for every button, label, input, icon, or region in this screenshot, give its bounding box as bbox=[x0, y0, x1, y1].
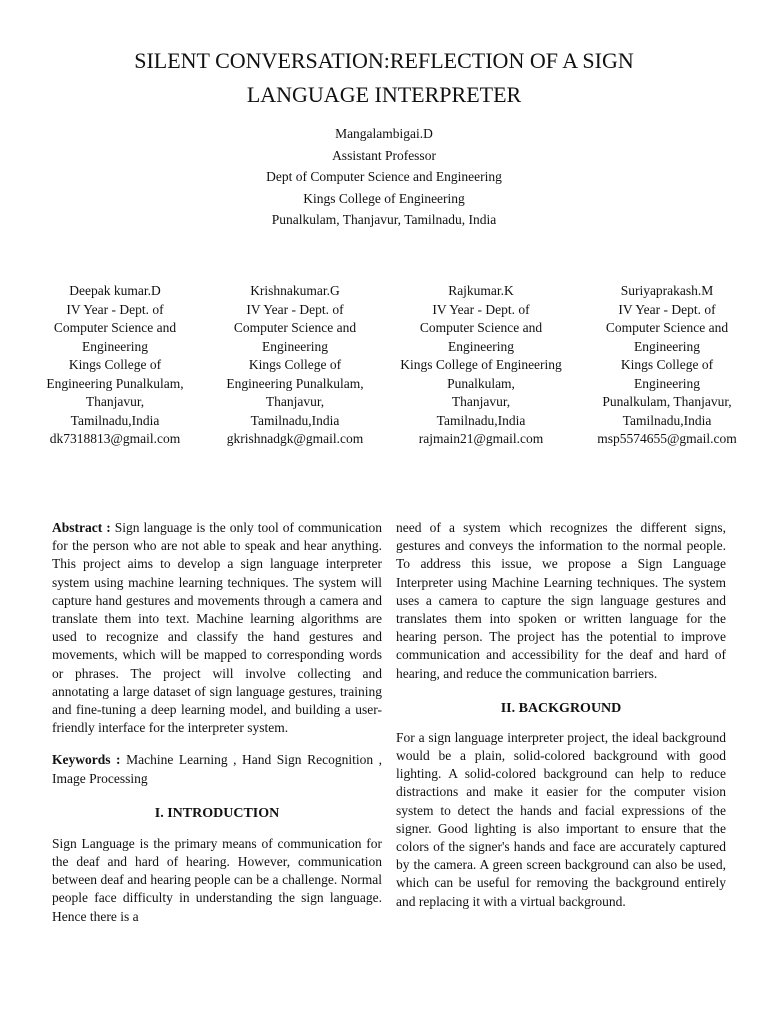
coauthor-year: IV Year - Dept. of bbox=[66, 301, 164, 317]
coauthor-block-3 bbox=[386, 282, 576, 449]
keywords-paragraph bbox=[52, 751, 382, 787]
coauthor-dept-cont: Engineering bbox=[262, 338, 328, 354]
background-text: For a sign language interpreter project, the ideal background would be a plain, solid-colored background with good lighting. A solid-colored background can help to reduce distractions and make it easier for the computer vision system to detect the hands and facial expressions of the signer. Good lighting is also important to ensure that the colors of the signer's hands and face are accurately captured by the camera. A green screen background can also be used, which can be useful for removing the background entirely and replacing it with a virtual background. bbox=[396, 729, 726, 909]
introduction-text-right: need of a system which recognizes the different signs, gestures and conveys the information to the normal people. To address this issue, we propose a Sign Language Interpreter using Machine Learning techniques. The system uses a camera to capture the sign language gestures and translates them into spoken or written language for the hearing person. The project has the potential to improve communication and accessibility for the deaf and hard of hearing, and reduce the communication barriers. bbox=[396, 520, 726, 681]
coauthor-city: Thanjavur, bbox=[265, 394, 325, 409]
coauthor-college-cont: Engineering bbox=[634, 375, 700, 391]
coauthor-college-cont: Engineering Punalkulam, bbox=[226, 375, 364, 391]
paper-title bbox=[40, 44, 728, 112]
coauthor-year: IV Year - Dept. of bbox=[432, 301, 530, 317]
keywords-text: Machine Learning , Hand Sign Recognition , Image Processing bbox=[52, 752, 382, 786]
coauthor-email: rajmain21@gmail.com bbox=[418, 431, 544, 446]
coauthor-state: Tamilnadu,India bbox=[250, 412, 340, 428]
coauthor-city: Thanjavur, bbox=[451, 394, 511, 409]
coauthor-year: IV Year - Dept. of bbox=[246, 301, 344, 317]
coauthor-name: Suriyaprakash.M bbox=[620, 283, 714, 298]
coauthor-dept: Computer Science and bbox=[233, 320, 357, 335]
keywords-label: Keywords : bbox=[52, 752, 121, 768]
coauthor-year: IV Year - Dept. of bbox=[618, 301, 716, 317]
paper-title-line-1: SILENT CONVERSATION:REFLECTION OF A SIGN bbox=[134, 48, 634, 73]
main-author-role: Assistant Professor bbox=[332, 147, 436, 163]
abstract-label: Abstract : bbox=[52, 520, 111, 535]
coauthor-state: Tamilnadu,India bbox=[436, 412, 526, 428]
coauthor-college: Kings College of Engineering bbox=[400, 357, 562, 372]
coauthor-block-2 bbox=[210, 282, 380, 449]
coauthor-dept-cont: Engineering bbox=[82, 338, 148, 354]
coauthor-college: Kings College of bbox=[620, 357, 714, 372]
coauthor-name: Krishnakumar.G bbox=[250, 283, 340, 298]
coauthor-state: Tamilnadu,India bbox=[622, 412, 712, 428]
main-author-block bbox=[100, 123, 668, 231]
main-author-college: Kings College of Engineering bbox=[303, 190, 465, 206]
coauthor-email: msp5574655@gmail.com bbox=[597, 431, 737, 446]
coauthor-dept: Computer Science and bbox=[53, 320, 177, 335]
coauthor-college: Kings College of bbox=[248, 357, 342, 372]
coauthor-state: Tamilnadu,India bbox=[70, 412, 160, 428]
paper-title-line-2: LANGUAGE INTERPRETER bbox=[246, 82, 522, 107]
coauthor-dept-cont: Engineering bbox=[634, 338, 700, 354]
abstract-paragraph bbox=[52, 519, 382, 737]
introduction-text-left: Sign Language is the primary means of communication for the deaf and hard of hearing. However, communication between deaf and hearing people can be a challenge. Normal people face difficulty in understanding the sign language. Hence there is a bbox=[52, 835, 382, 924]
coauthor-college-cont: Engineering Punalkulam, bbox=[46, 375, 184, 391]
coauthor-college: Kings College of bbox=[68, 357, 162, 372]
background-heading: II. BACKGROUND bbox=[500, 700, 622, 716]
coauthor-dept: Computer Science and bbox=[419, 320, 543, 335]
main-author-name: Mangalambigai.D bbox=[335, 126, 433, 141]
coauthor-name: Rajkumar.K bbox=[448, 283, 514, 298]
coauthor-college-cont: Punalkulam, bbox=[447, 375, 515, 391]
coauthor-city: Thanjavur, bbox=[85, 394, 145, 409]
right-column bbox=[396, 519, 726, 911]
coauthor-name: Deepak kumar.D bbox=[69, 283, 161, 298]
coauthor-dept-cont: Engineering bbox=[448, 338, 514, 354]
coauthor-city: Punalkulam, Thanjavur, bbox=[602, 394, 732, 409]
coauthor-email: dk7318813@gmail.com bbox=[49, 431, 181, 446]
coauthor-block-1 bbox=[30, 282, 200, 449]
coauthor-email: gkrishnadgk@gmail.com bbox=[226, 431, 364, 446]
introduction-heading: I. INTRODUCTION bbox=[154, 805, 280, 821]
left-column bbox=[52, 519, 382, 926]
coauthor-dept: Computer Science and bbox=[605, 320, 729, 335]
coauthor-block-4 bbox=[582, 282, 752, 449]
main-author-address: Punalkulam, Thanjavur, Tamilnadu, India bbox=[271, 212, 497, 227]
main-author-dept: Dept of Computer Science and Engineering bbox=[266, 169, 502, 184]
abstract-text: Sign language is the only tool of communication for the person who are not able to speak and hear anything. This project aims to develop a sign language interpreter system using machine learning techniques. The system will capture hand gestures and movements through a camera and translate them into text. Machine learning algorithms are used to recognize and classify the hand gestures and movements, which will be mapped to corresponding words or phrases. The project will involve collecting and annotating a large dataset of sign language gestures, training and fine-tuning a deep learning model, and building a user-friendly interface for the interpreter system. bbox=[52, 520, 383, 736]
